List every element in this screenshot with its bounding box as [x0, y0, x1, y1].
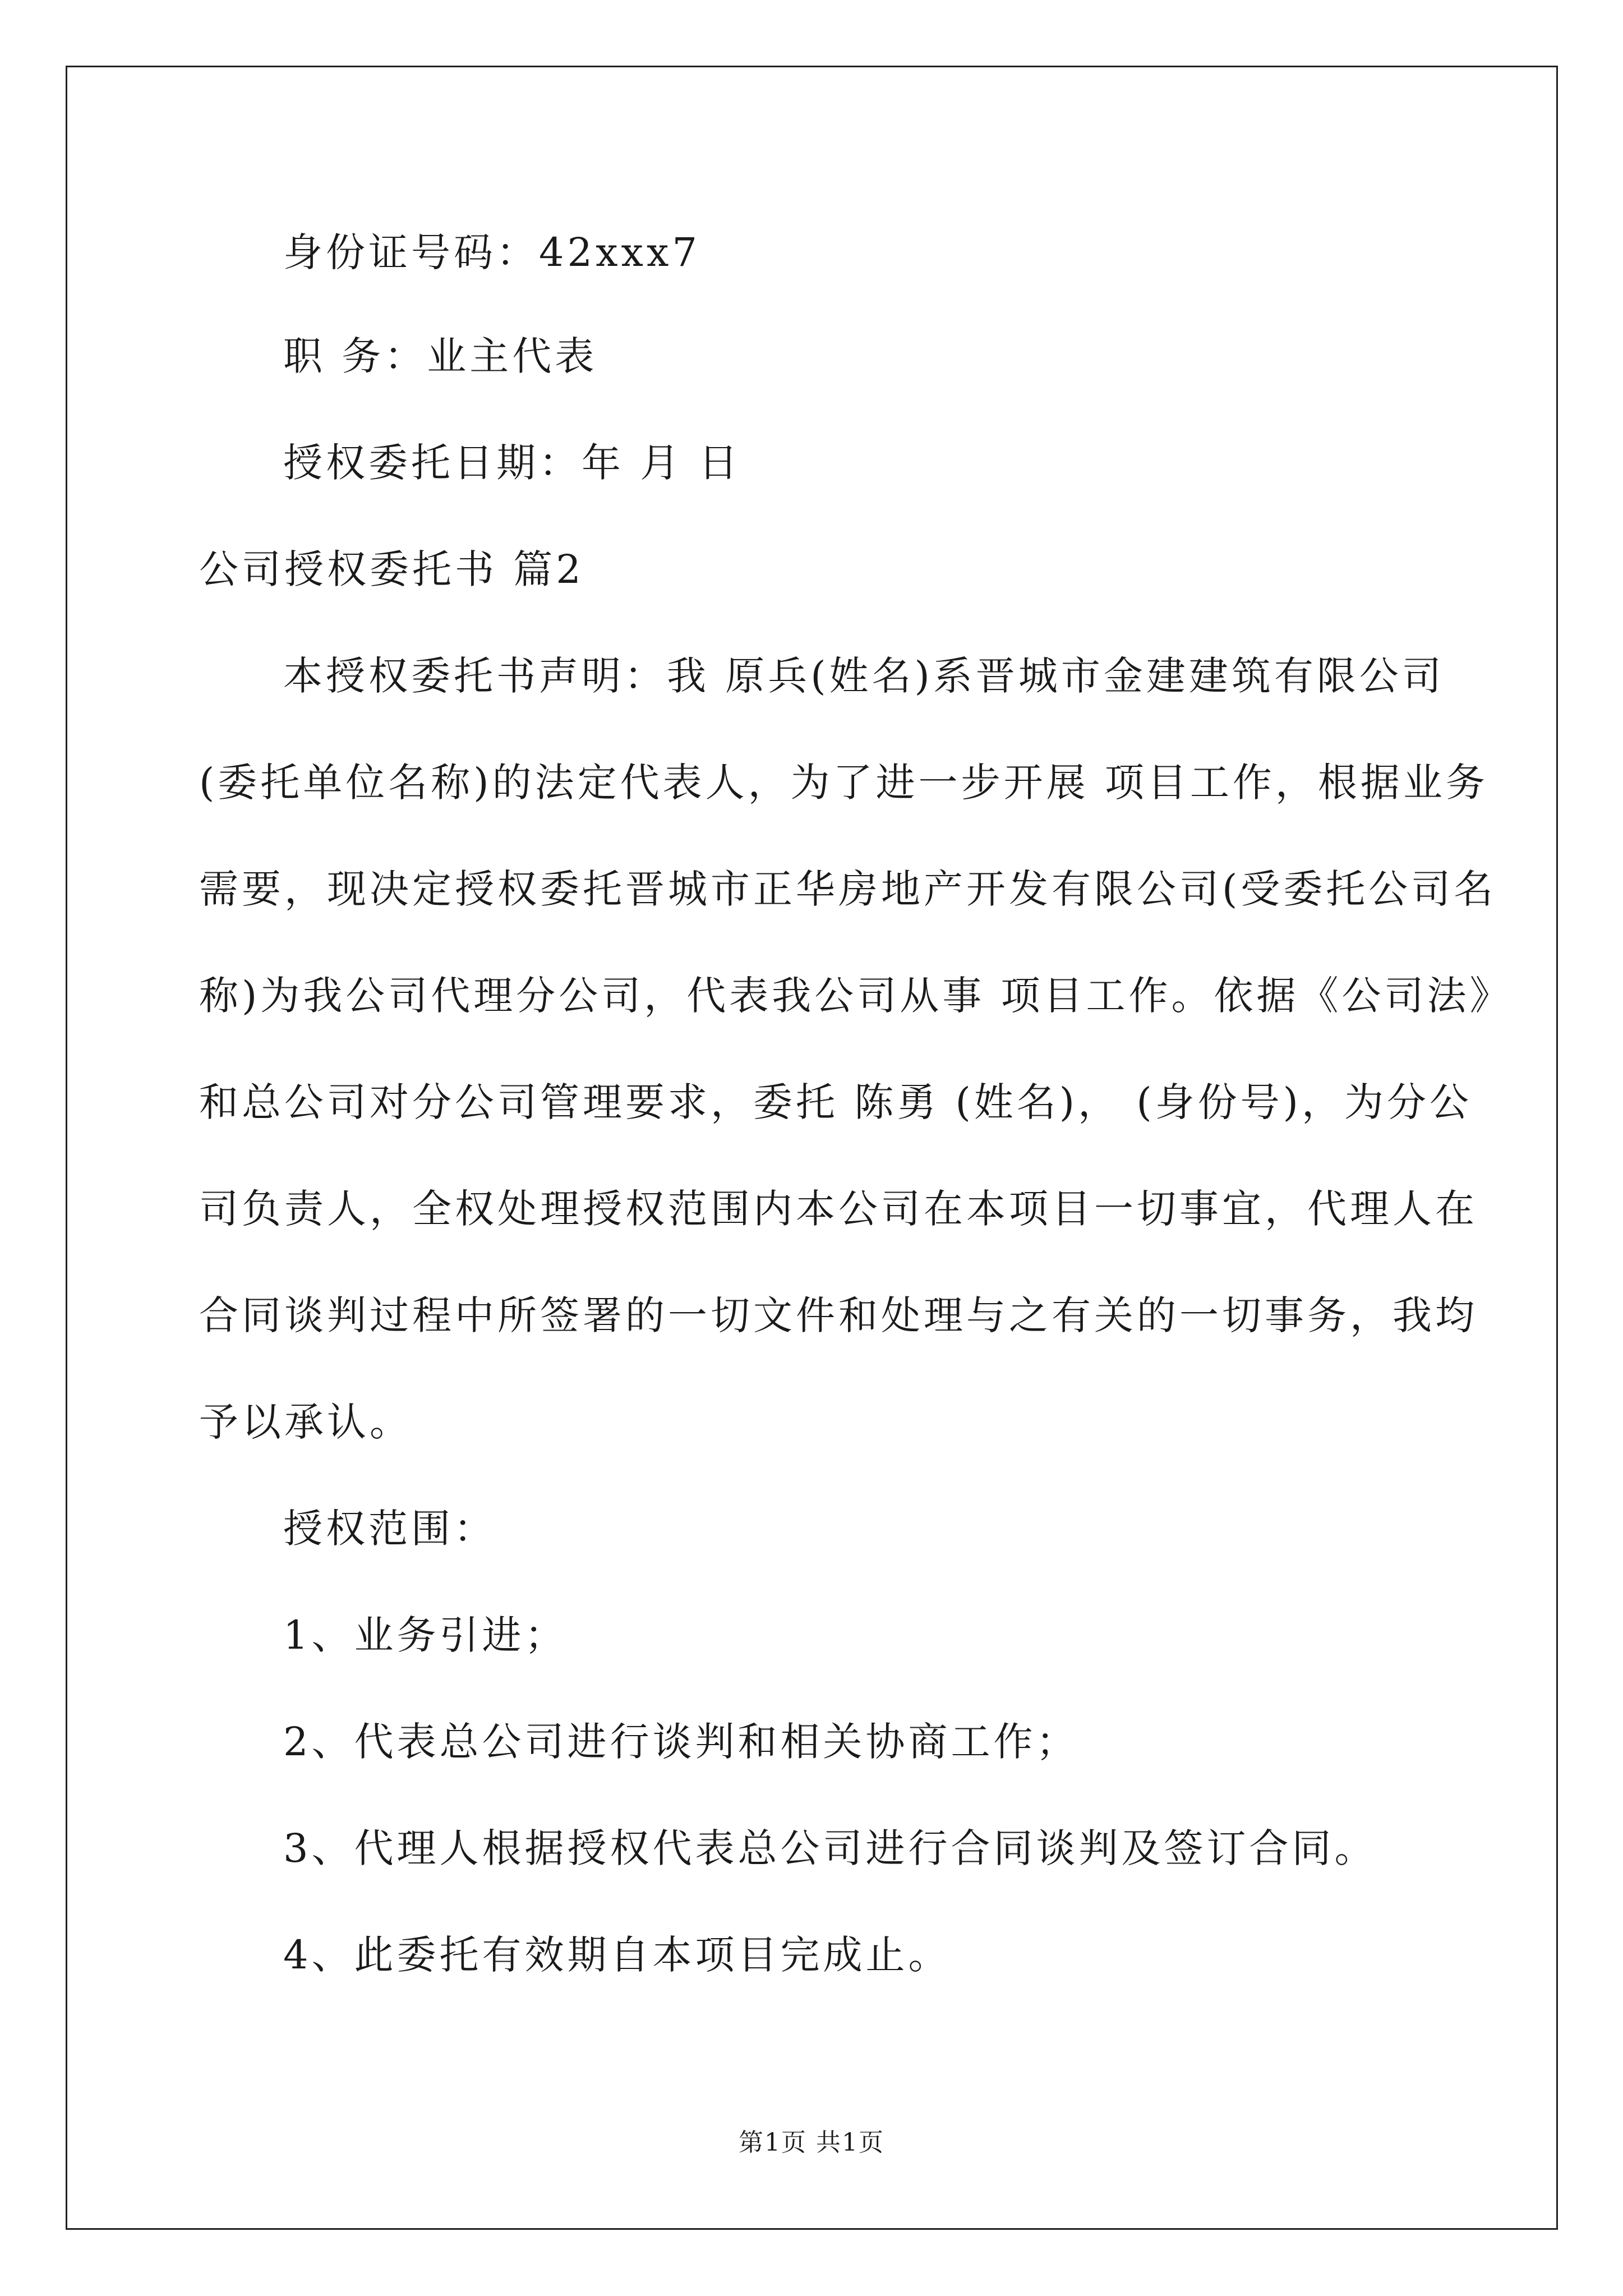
scope-item: 4、此委托有效期自本项目完成止。 — [283, 1932, 951, 1978]
statement-line: 予以承认。 — [199, 1399, 412, 1445]
statement-line: (委托单位名称)的法定代表人，为了进一步开展 项目工作，根据业务 — [199, 760, 1488, 806]
statement-line: 和总公司对分公司管理要求，委托 陈勇 (姓名)， (身份号)，为分公 — [199, 1079, 1472, 1125]
statement-line: 需要，现决定授权委托晋城市正华房地产开发有限公司(受委托公司名 — [199, 866, 1497, 912]
page-number-footer: 第1页 共1页 — [739, 2128, 884, 2157]
id-number-line: 身份证号码：42xxx7 — [283, 229, 701, 275]
section-title: 公司授权委托书 篇2 — [199, 546, 584, 592]
scope-item: 1、业务引进； — [283, 1612, 568, 1658]
position-line: 职 务：业主代表 — [283, 333, 598, 379]
scope-heading: 授权范围： — [283, 1506, 496, 1552]
statement-line: 本授权委托书声明：我 原兵(姓名)系晋城市金建建筑有限公司 — [283, 653, 1445, 699]
statement-line: 司负责人，全权处理授权范围内本公司在本项目一切事宜，代理人在 — [199, 1186, 1478, 1232]
page-border — [66, 66, 1558, 2230]
statement-line: 称)为我公司代理分公司，代表我公司从事 项目工作。依据《公司法》 — [199, 973, 1513, 1019]
scope-item: 3、代理人根据授权代表总公司进行合同谈判及签订合同。 — [283, 1825, 1377, 1871]
scope-item: 2、代表总公司进行谈判和相关协商工作； — [283, 1719, 1079, 1765]
authorization-date-line: 授权委托日期：年 月 日 — [283, 440, 741, 486]
statement-line: 合同谈判过程中所签署的一切文件和处理与之有关的一切事务，我均 — [199, 1292, 1478, 1338]
